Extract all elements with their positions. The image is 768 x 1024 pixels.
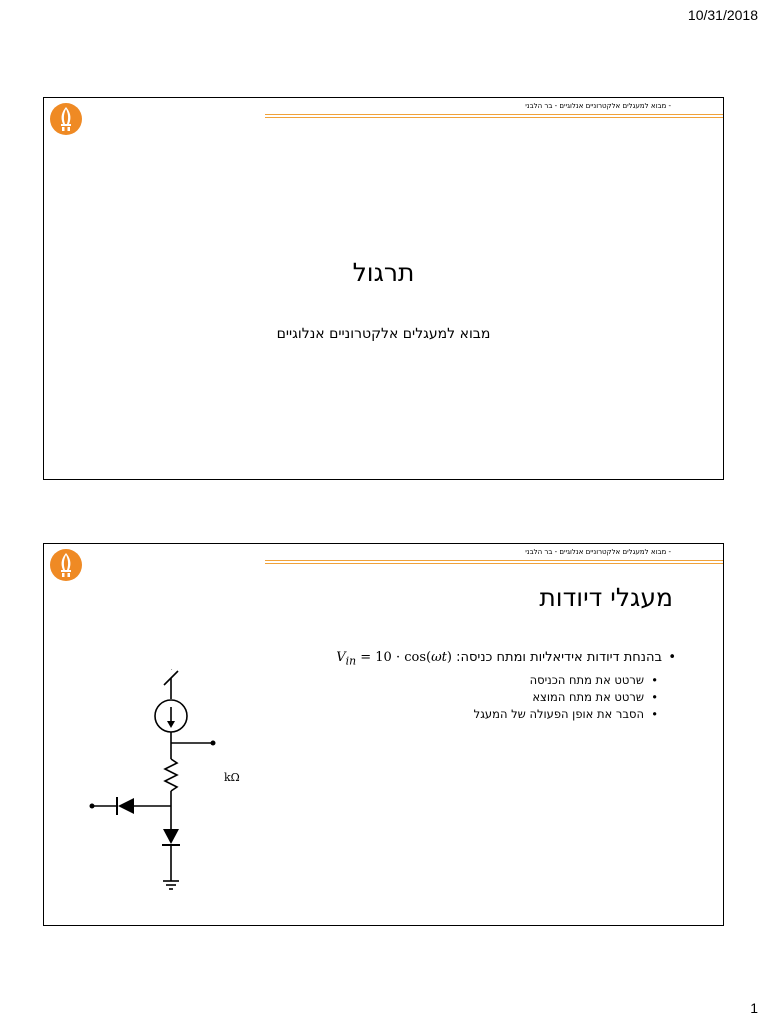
slide-title: תרגול bbox=[352, 258, 415, 287]
resistor-label: kΩ bbox=[224, 771, 240, 784]
bullet-main: •בהנחת דיודות אידיאליות ומתח כניסה: $V_{in} = 10 \cdot \cos(\omega t)$ bbox=[336, 650, 676, 668]
output-terminal-icon bbox=[211, 741, 216, 746]
header-divider bbox=[265, 560, 723, 564]
input-terminal-icon bbox=[90, 804, 95, 809]
bullet-list bbox=[256, 648, 676, 723]
slide-title: מעגלי דיודות bbox=[539, 583, 673, 612]
diode-circuit-diagram bbox=[84, 669, 224, 894]
diode-vertical-icon bbox=[163, 829, 179, 844]
sub-bullet: •הסבר את אופן הפעולה של המעגל bbox=[473, 706, 658, 721]
input-voltage-formula: $V_{in} = 10 \cdot \cos(\omega t)$ bbox=[336, 650, 452, 668]
sub-bullet: •שרטט את מתח המוצא bbox=[532, 689, 658, 704]
bullet-main-text: בהנחת דיודות אידיאליות ומתח כניסה: bbox=[456, 650, 662, 665]
sub-bullet: •שרטט את מתח הכניסה bbox=[529, 672, 658, 687]
page-number: 1 bbox=[750, 1000, 758, 1016]
page-date: 10/31/2018 bbox=[687, 7, 758, 23]
slide-header-text: - מבוא למעגלים אלקטרוניים אנלוגיים - בר הלבני bbox=[525, 548, 671, 556]
university-logo-icon bbox=[49, 548, 83, 582]
slide-header-text: - מבוא למעגלים אלקטרוניים אנלוגיים - בר הלבני bbox=[525, 102, 671, 110]
slide-1 bbox=[43, 97, 724, 480]
university-logo-icon bbox=[49, 102, 83, 136]
diode-horizontal-icon bbox=[118, 798, 134, 814]
slide-subtitle: מבוא למעגלים אלקטרוניים אנלוגיים bbox=[276, 326, 491, 342]
slide-2 bbox=[43, 543, 724, 926]
header-divider bbox=[265, 114, 723, 118]
resistor-icon bbox=[165, 759, 177, 791]
